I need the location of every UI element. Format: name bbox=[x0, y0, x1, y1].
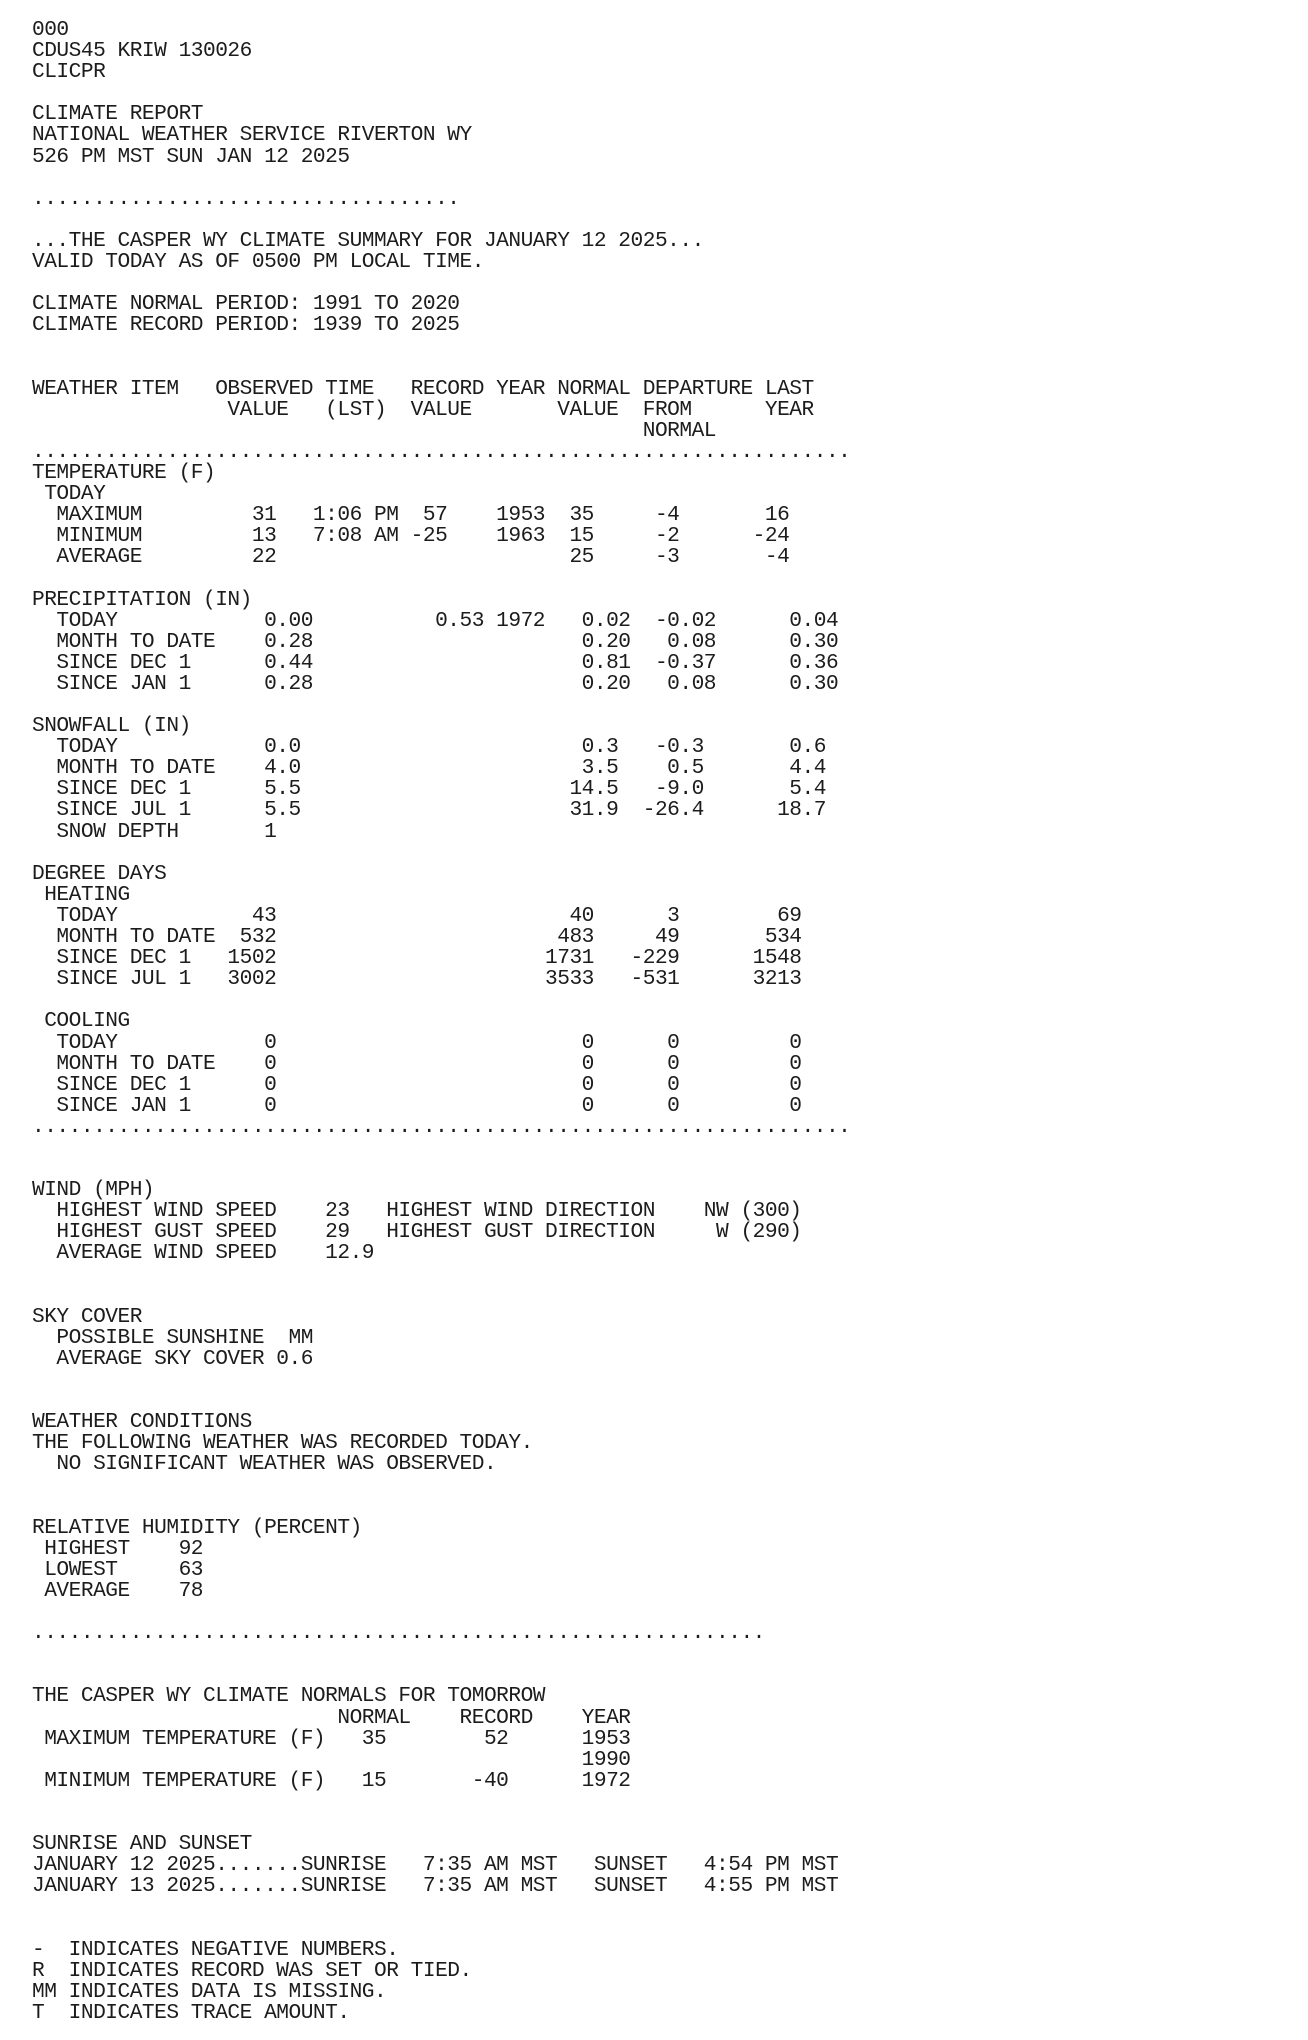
report-line: LOWEST 63 bbox=[32, 1557, 204, 1582]
report-line: TODAY 0.0 0.3 -0.3 0.6 bbox=[32, 735, 826, 760]
report-line: SINCE DEC 1 5.5 14.5 -9.0 5.4 bbox=[32, 777, 826, 802]
report-line: COOLING bbox=[32, 1009, 130, 1034]
report-line: ............................................................ bbox=[32, 1621, 765, 1646]
report-line: 000 bbox=[32, 18, 69, 42]
report-line bbox=[32, 168, 850, 189]
report-line: 526 PM MST SUN JAN 12 2025 bbox=[32, 144, 350, 169]
report-line: TODAY 43 40 3 69 bbox=[32, 903, 802, 928]
report-line: SINCE DEC 1 0.44 0.81 -0.37 0.36 bbox=[32, 650, 839, 675]
report-line: NATIONAL WEATHER SERVICE RIVERTON WY bbox=[32, 123, 472, 148]
report-line: WEATHER ITEM OBSERVED TIME RECORD YEAR NORMAL DEPARTURE LAST bbox=[32, 376, 814, 401]
report-line: NO SIGNIFICANT WEATHER WAS OBSERVED. bbox=[32, 1452, 497, 1477]
report-line: TEMPERATURE (F) bbox=[32, 460, 216, 485]
report-line: TODAY 0.00 0.53 1972 0.02 -0.02 0.04 bbox=[32, 608, 839, 633]
report-line bbox=[32, 568, 850, 589]
report-line: HIGHEST WIND SPEED 23 HIGHEST WIND DIRECTION NW (300) bbox=[32, 1199, 802, 1224]
report-line bbox=[32, 1918, 850, 1939]
report-line: 1990 bbox=[32, 1747, 631, 1772]
report-line: TODAY bbox=[32, 482, 106, 507]
report-line bbox=[32, 1265, 850, 1286]
report-line bbox=[32, 1370, 850, 1391]
report-line: WIND (MPH) bbox=[32, 1178, 155, 1203]
report-line: CLIMATE NORMAL PERIOD: 1991 TO 2020 bbox=[32, 292, 460, 317]
report-line bbox=[32, 1391, 850, 1412]
report-line: CDUS45 KRIW 130026 bbox=[32, 39, 252, 64]
report-line: NORMAL bbox=[32, 418, 717, 443]
report-line: HIGHEST GUST SPEED 29 HIGHEST GUST DIRECTION W (290) bbox=[32, 1220, 802, 1245]
report-line bbox=[32, 1897, 850, 1918]
report-line: AVERAGE WIND SPEED 12.9 bbox=[32, 1241, 375, 1266]
report-line bbox=[32, 1644, 850, 1665]
report-line: SUNRISE AND SUNSET bbox=[32, 1832, 252, 1857]
report-line bbox=[32, 1138, 850, 1159]
report-line: MINIMUM TEMPERATURE (F) 15 -40 1972 bbox=[32, 1768, 631, 1793]
report-line: ................................... bbox=[32, 186, 460, 211]
report-line: SINCE DEC 1 1502 1731 -229 1548 bbox=[32, 946, 802, 971]
report-line: SINCE DEC 1 0 0 0 0 bbox=[32, 1072, 802, 1097]
report-line bbox=[32, 1602, 850, 1623]
report-line bbox=[32, 1497, 850, 1518]
report-line: JANUARY 12 2025.......SUNRISE 7:35 AM MST SUNSET 4:54 PM MST bbox=[32, 1853, 839, 1878]
report-line: SINCE JUL 1 5.5 31.9 -26.4 18.7 bbox=[32, 798, 826, 823]
report-line: ................................................................... bbox=[32, 439, 851, 464]
report-line: MONTH TO DATE 0 0 0 0 bbox=[32, 1051, 802, 1076]
report-line: CLIMATE REPORT bbox=[32, 102, 204, 127]
report-line: ................................................................... bbox=[32, 1114, 851, 1139]
climate-report-text bbox=[32, 20, 850, 2024]
report-line: SINCE JUL 1 3002 3533 -531 3213 bbox=[32, 967, 802, 992]
report-line: SINCE JAN 1 0 0 0 0 bbox=[32, 1093, 802, 1118]
report-line bbox=[32, 273, 850, 294]
report-line bbox=[32, 336, 850, 357]
report-line: WEATHER CONDITIONS bbox=[32, 1410, 252, 1435]
report-line: CLIMATE RECORD PERIOD: 1939 TO 2025 bbox=[32, 313, 460, 338]
report-line: VALUE (LST) VALUE VALUE FROM YEAR bbox=[32, 397, 814, 422]
report-line: SNOW DEPTH 1 bbox=[32, 819, 277, 844]
report-line: MAXIMUM 31 1:06 PM 57 1953 35 -4 16 bbox=[32, 503, 790, 528]
report-line: MONTH TO DATE 532 483 49 534 bbox=[32, 925, 802, 950]
report-line: - INDICATES NEGATIVE NUMBERS. bbox=[32, 1937, 399, 1962]
report-line bbox=[32, 1286, 850, 1307]
report-line: ...THE CASPER WY CLIMATE SUMMARY FOR JANUARY 12 2025... bbox=[32, 228, 704, 253]
report-line: T INDICATES TRACE AMOUNT. bbox=[32, 2000, 350, 2025]
report-line: AVERAGE SKY COVER 0.6 bbox=[32, 1346, 313, 1371]
report-line: HEATING bbox=[32, 882, 130, 907]
report-line: SNOWFALL (IN) bbox=[32, 714, 191, 739]
report-line: SINCE JAN 1 0.28 0.20 0.08 0.30 bbox=[32, 671, 839, 696]
report-line: MM INDICATES DATA IS MISSING. bbox=[32, 1979, 387, 2004]
report-line bbox=[32, 1159, 850, 1180]
report-line: MONTH TO DATE 4.0 3.5 0.5 4.4 bbox=[32, 756, 826, 781]
report-line bbox=[32, 1792, 850, 1813]
report-line bbox=[32, 358, 850, 379]
report-line bbox=[32, 210, 850, 231]
report-line bbox=[32, 1665, 850, 1686]
report-line: THE CASPER WY CLIMATE NORMALS FOR TOMORROW bbox=[32, 1684, 546, 1709]
report-line: VALID TODAY AS OF 0500 PM LOCAL TIME. bbox=[32, 250, 484, 275]
report-line: AVERAGE 78 bbox=[32, 1578, 204, 1603]
report-line: POSSIBLE SUNSHINE MM bbox=[32, 1325, 313, 1350]
report-line bbox=[32, 843, 850, 864]
report-line: SKY COVER bbox=[32, 1304, 142, 1329]
report-line: CLICPR bbox=[32, 60, 106, 85]
report-line bbox=[32, 695, 850, 716]
report-line: JANUARY 13 2025.......SUNRISE 7:35 AM MST SUNSET 4:55 PM MST bbox=[32, 1874, 839, 1899]
report-line: AVERAGE 22 25 -3 -4 bbox=[32, 545, 790, 570]
report-line: THE FOLLOWING WEATHER WAS RECORDED TODAY. bbox=[32, 1431, 533, 1456]
report-line: RELATIVE HUMIDITY (PERCENT) bbox=[32, 1515, 362, 1540]
report-line: MAXIMUM TEMPERATURE (F) 35 52 1953 bbox=[32, 1726, 631, 1751]
report-line: MINIMUM 13 7:08 AM -25 1963 15 -2 -24 bbox=[32, 524, 790, 549]
report-line: NORMAL RECORD YEAR bbox=[32, 1705, 631, 1730]
report-line bbox=[32, 83, 850, 104]
report-line: DEGREE DAYS bbox=[32, 861, 167, 886]
report-line bbox=[32, 990, 850, 1011]
report-line bbox=[32, 1813, 850, 1834]
report-line: PRECIPITATION (IN) bbox=[32, 587, 252, 612]
report-line: HIGHEST 92 bbox=[32, 1536, 204, 1561]
report-line: TODAY 0 0 0 0 bbox=[32, 1030, 802, 1055]
report-line: MONTH TO DATE 0.28 0.20 0.08 0.30 bbox=[32, 629, 839, 654]
report-line: R INDICATES RECORD WAS SET OR TIED. bbox=[32, 1958, 472, 1983]
report-line bbox=[32, 1475, 850, 1496]
